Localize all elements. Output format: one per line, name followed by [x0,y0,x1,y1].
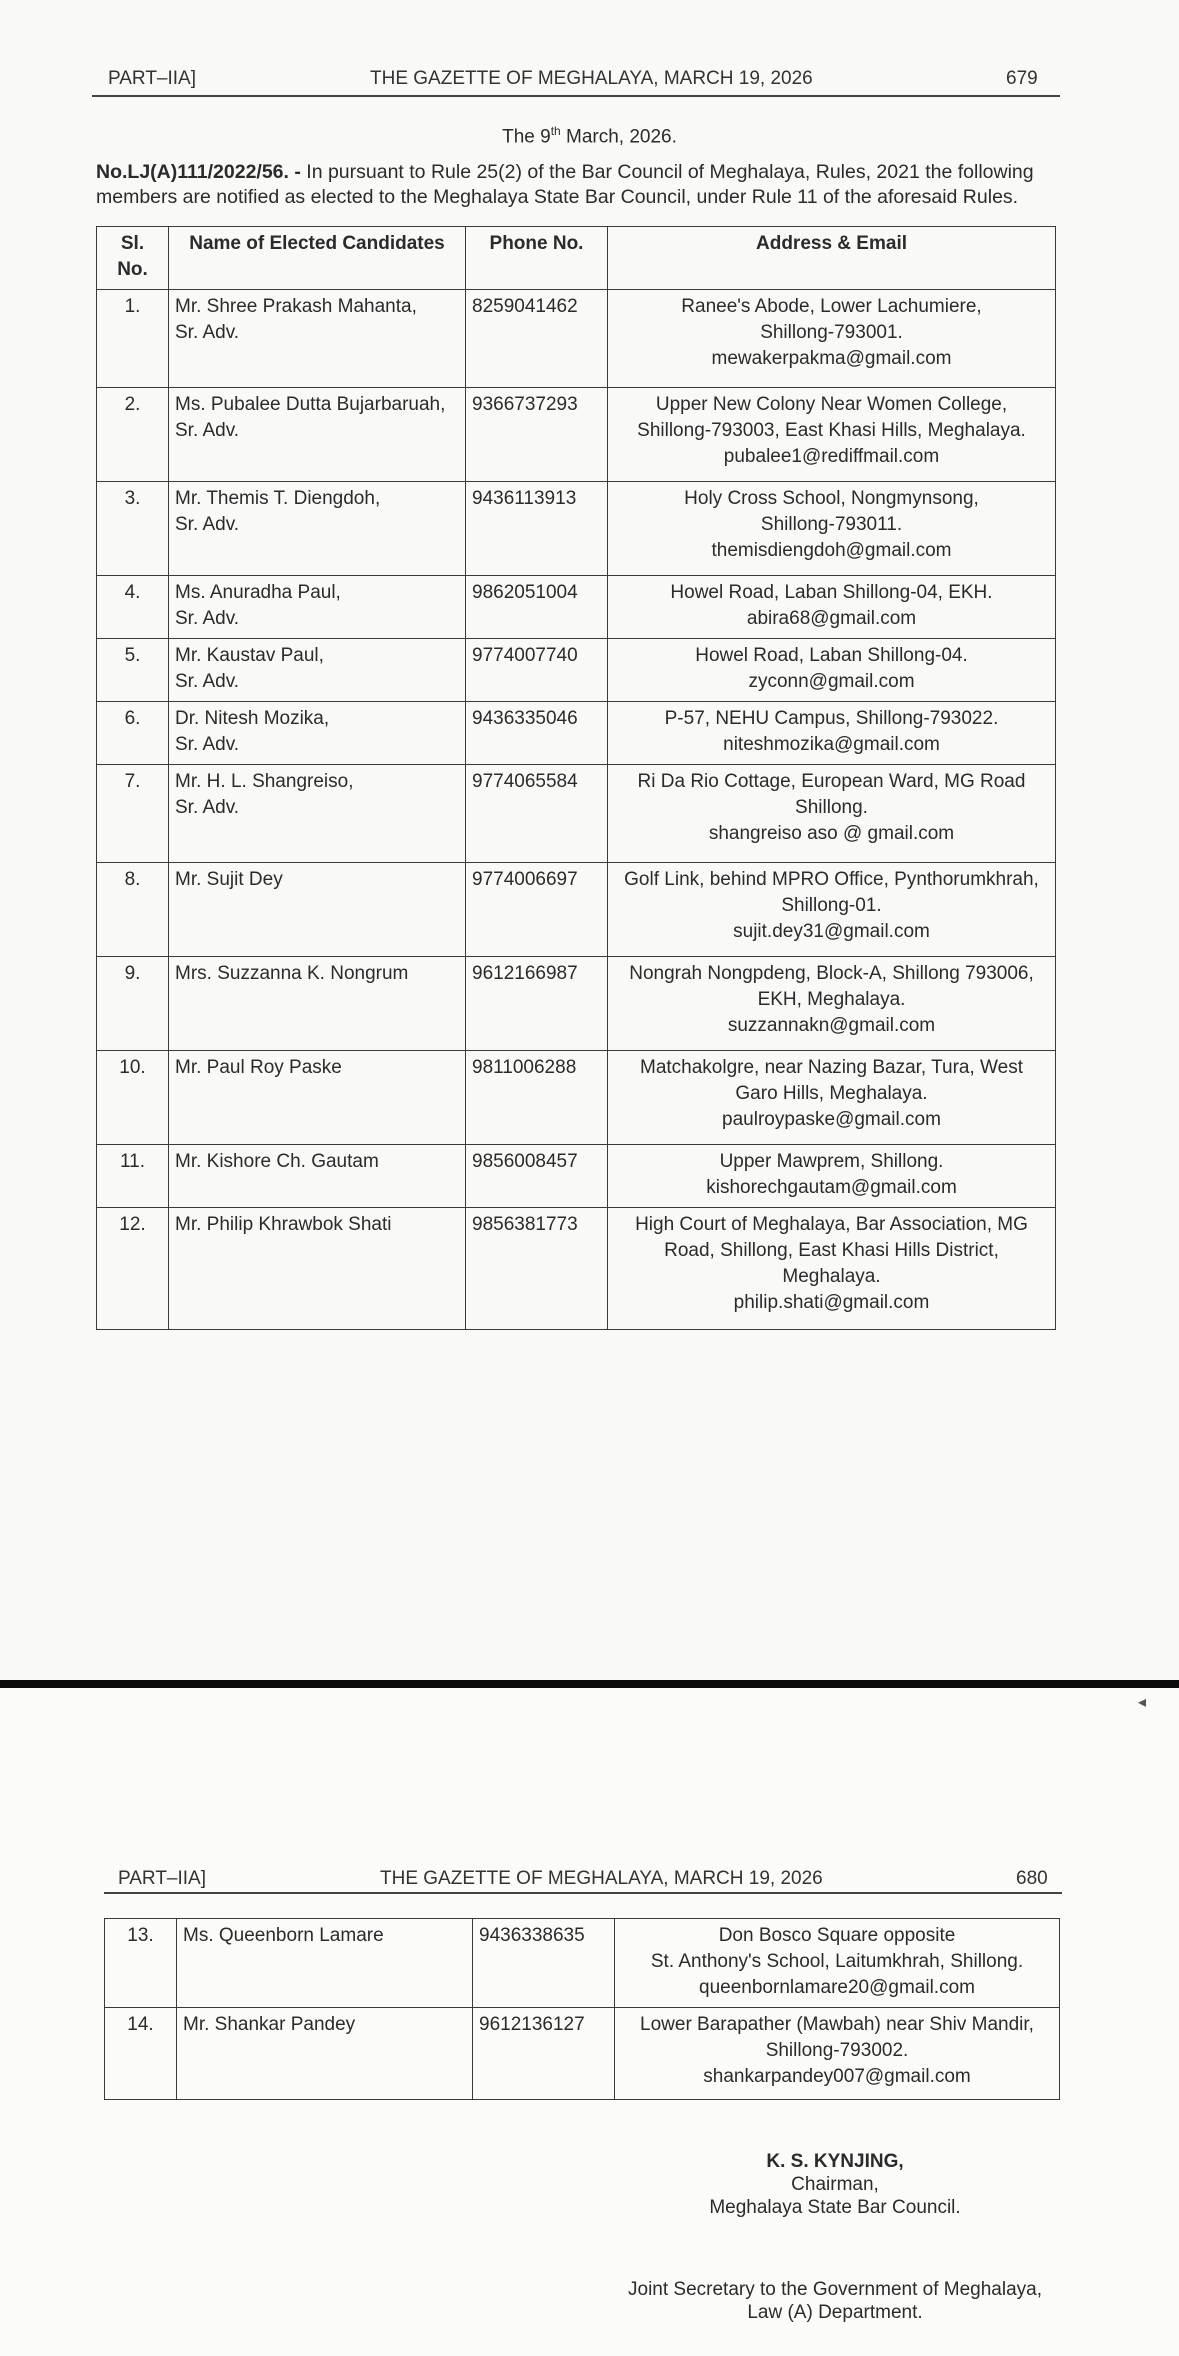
row-phone: 9862051004 [466,576,608,639]
elected-candidates-table-continued [104,1918,1060,2100]
row-name: Mr. Kaustav Paul, Sr. Adv. [169,639,466,702]
col-header-address: Address & Email [608,227,1056,290]
row-sl-no: 12. [97,1208,169,1330]
header-part: PART–IIA] [118,1868,206,1889]
notification-text: No.LJ(A)111/2022/56. - In pursuant to Rule 25(2) of the Bar Council of Meghalaya, Rules, 2021 the following members are notified as elected to the Meghalaya State Bar Council, under Rule 11 of the aforesaid Rules. [96,161,1034,208]
row-address: Howel Road, Laban Shillong-04, EKH. abira68@gmail.com [608,576,1056,639]
row-sl-no: 7. [97,765,169,863]
row-sl-no: 9. [97,957,169,1051]
row-sl-no: 8. [97,863,169,957]
row-sl-no: 11. [97,1145,169,1208]
row-address: Lower Barapather (Mawbah) near Shiv Mandir, Shillong-793002. shankarpandey007@gmail.com [615,2008,1060,2100]
row-phone: 8259041462 [466,290,608,388]
gazette-page-680 [0,1688,1179,2356]
row-address: Ri Da Rio Cottage, European Ward, MG Road Shillong. shangreiso aso @ gmail.com [608,765,1056,863]
row-sl-no: 10. [97,1051,169,1145]
page-separator [0,1680,1179,1688]
row-address: Holy Cross School, Nongmynsong, Shillong-793011. themisdiengdoh@gmail.com [608,482,1056,576]
row-address: Ranee's Abode, Lower Lachumiere, Shillong-793001. mewakerpakma@gmail.com [608,290,1056,388]
header-title: THE GAZETTE OF MEGHALAYA, MARCH 19, 2026 [380,1868,823,1889]
table-row [97,482,1056,576]
row-address: Nongrah Nongpdeng, Block-A, Shillong 793006, EKH, Meghalaya. suzzannakn@gmail.com [608,957,1056,1051]
row-name: Mr. Paul Roy Paske [169,1051,466,1145]
header-part: PART–IIA] [108,68,196,89]
row-phone: 9811006288 [466,1051,608,1145]
row-name: Mr. Kishore Ch. Gautam [169,1145,466,1208]
col-header-name: Name of Elected Candidates [169,227,466,290]
table-row [97,639,1056,702]
signatory-name: K. S. KYNJING, [766,2151,904,2172]
table-row [97,863,1056,957]
table-row [97,388,1056,482]
row-phone: 9774006697 [466,863,608,957]
row-name: Ms. Anuradha Paul, Sr. Adv. [169,576,466,639]
footer-line-2: Law (A) Department. [747,2302,923,2323]
row-name: Mr. H. L. Shangreiso, Sr. Adv. [169,765,466,863]
row-phone: 9436335046 [466,702,608,765]
row-address: Howel Road, Laban Shillong-04. zyconn@gmail.com [608,639,1056,702]
table-row [97,1208,1056,1330]
table-row [105,2008,1060,2100]
row-sl-no: 2. [97,388,169,482]
row-address: Golf Link, behind MPRO Office, Pynthorumkhrah, Shillong-01. sujit.dey31@gmail.com [608,863,1056,957]
row-phone: 9366737293 [466,388,608,482]
row-name: Mr. Themis T. Diengdoh, Sr. Adv. [169,482,466,576]
row-sl-no: 14. [105,2008,177,2100]
notification-date: The 9th March, 2026. [502,124,677,148]
col-header-sl-no: Sl. No. [97,227,169,290]
row-sl-no: 6. [97,702,169,765]
table-row [97,765,1056,863]
table-row [97,576,1056,639]
row-phone: 9436113913 [466,482,608,576]
row-address: Upper New Colony Near Women College, Shillong-793003, East Khasi Hills, Meghalaya. pubalee1@rediffmail.com [608,388,1056,482]
row-sl-no: 5. [97,639,169,702]
footer-block [590,2278,1080,2324]
col-header-phone: Phone No. [466,227,608,290]
signature-block [640,2150,1030,2219]
table-row [97,957,1056,1051]
row-sl-no: 3. [97,482,169,576]
row-address: High Court of Meghalaya, Bar Association, MG Road, Shillong, East Khasi Hills District, Meghalaya. philip.shati@gmail.com [608,1208,1056,1330]
table-row [97,290,1056,388]
row-phone: 9612136127 [473,2008,615,2100]
row-name: Mr. Sujit Dey [169,863,466,957]
header-rule [104,1892,1062,1894]
table-row [105,1919,1060,2008]
row-name: Mr. Shankar Pandey [177,2008,473,2100]
table-row [97,1145,1056,1208]
header-title: THE GAZETTE OF MEGHALAYA, MARCH 19, 2026 [370,68,813,89]
row-sl-no: 4. [97,576,169,639]
row-phone: 9774007740 [466,639,608,702]
signatory-office: Meghalaya State Bar Council. [709,2197,961,2218]
row-phone: 9774065584 [466,765,608,863]
notification-number: No.LJ(A)111/2022/56. - [96,161,301,183]
row-name: Ms. Queenborn Lamare [177,1919,473,2008]
row-name: Mr. Shree Prakash Mahanta, Sr. Adv. [169,290,466,388]
row-sl-no: 1. [97,290,169,388]
page-number: 679 [1006,68,1038,89]
row-phone: 9436338635 [473,1919,615,2008]
signatory-designation: Chairman, [791,2174,879,2195]
row-phone: 9856008457 [466,1145,608,1208]
elected-candidates-table [96,226,1056,1330]
table-row [97,702,1056,765]
row-name: Mr. Philip Khrawbok Shati [169,1208,466,1330]
page-number: 680 [1016,1868,1048,1889]
row-address: Matchakolgre, near Nazing Bazar, Tura, West Garo Hills, Meghalaya. paulroypaske@gmail.com [608,1051,1056,1145]
row-sl-no: 13. [105,1919,177,2008]
row-address: Don Bosco Square opposite St. Anthony's School, Laitumkhrah, Shillong. queenbornlamare20@gmail.com [615,1919,1060,2008]
header-rule [92,95,1060,97]
table-header-row [97,227,1056,290]
scan-mark: ◂ [1138,1694,1147,1711]
row-name: Mrs. Suzzanna K. Nongrum [169,957,466,1051]
row-address: P-57, NEHU Campus, Shillong-793022. niteshmozika@gmail.com [608,702,1056,765]
row-phone: 9612166987 [466,957,608,1051]
row-name: Ms. Pubalee Dutta Bujarbaruah, Sr. Adv. [169,388,466,482]
row-phone: 9856381773 [466,1208,608,1330]
footer-line-1: Joint Secretary to the Government of Meghalaya, [628,2279,1042,2300]
row-address: Upper Mawprem, Shillong. kishorechgautam@gmail.com [608,1145,1056,1208]
row-name: Dr. Nitesh Mozika, Sr. Adv. [169,702,466,765]
table-row [97,1051,1056,1145]
